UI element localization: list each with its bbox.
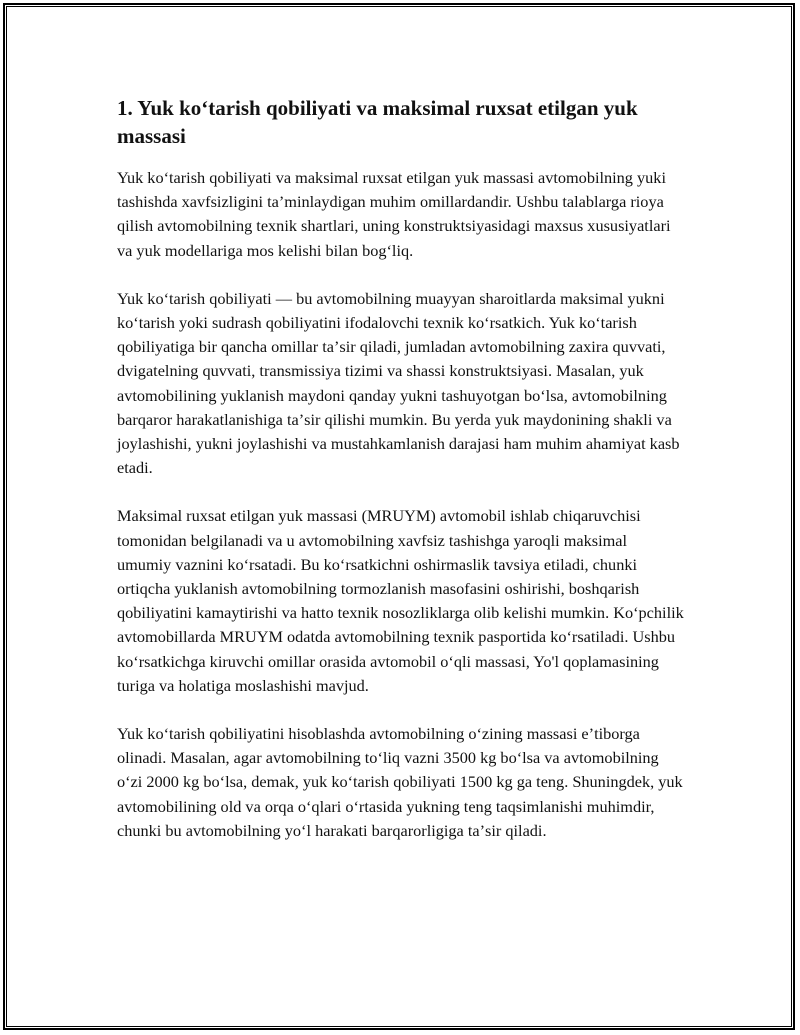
paragraph-1: Yuk koʻtarish qobiliyati va maksimal ruxsat etilgan yuk massasi avtomobilning yuki tashishda xavfsizligini taʼminlaydigan muhim omillardandir. Ushbu talablarga rioya qilish avtomobilning texnik shartlari, uning konstruktsiyasidagi maxsus xususiyatlari va yuk modellariga mos kelishi bilan bogʻliq. <box>117 168 671 260</box>
section-heading: 1. Yuk koʻtarish qobiliyati va maksimal ruxsat etilgan yuk massasi <box>117 96 638 148</box>
paragraph-4: Yuk koʻtarish qobiliyatini hisoblashda avtomobilning oʻzining massasi eʼtiborga olinadi. Masalan, agar avtomobilning toʻliq vazni 3500 kg boʻlsa va avtomobilning oʻzi 2000 kg boʻlsa, demak, yuk koʻtarish qobiliyati 1500 kg ga teng. Shuningdek, yuk avtomobilining old va orqa oʻqlari oʻrtasida yukning teng taqsimlanishi muhimdir, chunki bu avtomobilning yoʻl harakati barqarorligiga taʼsir qiladi. <box>117 724 683 840</box>
paragraph-3: Maksimal ruxsat etilgan yuk massasi (MRUYM) avtomobil ishlab chiqaruvchisi tomonidan belgilanadi va u avtomobilning xavfsiz tashishga yaroqli maksimal umumiy vaznini koʻrsatadi. Bu koʻrsatkichni oshirmaslik tavsiya etiladi, chunki ortiqcha yuklanish avtomobilning tormozlanish masofasini oshirishi, boshqarish qobiliyatini kamaytirishi va hatto texnik nosozliklarga olib kelishi mumkin. Koʻpchilik avtomobillarda MRUYM odatda avtomobilning texnik pasportida koʻrsatiladi. Ushbu koʻrsatkichga kiruvchi omillar orasida avtomobil oʻqli massasi, Yo'l qoplamasining turiga va holatiga moslashishi mavjud. <box>117 506 684 695</box>
document-body <box>117 94 685 867</box>
paragraph-2: Yuk koʻtarish qobiliyati — bu avtomobilning muayyan sharoitlarda maksimal yukni koʻtarish yoki sudrash qobiliyatini ifodalovchi texnik koʻrsatkich. Yuk koʻtarish qobiliyatiga bir qancha omillar taʼsir qiladi, jumladan avtomobilning zaxira quvvati, dvigatelning quvvati, transmissiya tizimi va shassi konstruktsiyasi. Masalan, yuk avtomobilining yuklanish maydoni qanday yukni tashuyotgan boʻlsa, avtomobilning barqaror harakatlanishiga taʼsir qilishi mumkin. Bu yerda yuk maydonining shakli va joylashishi, yukni joylashishi va mustahkamlanish darajasi ham muhim ahamiyat kasb etadi. <box>117 288 680 478</box>
